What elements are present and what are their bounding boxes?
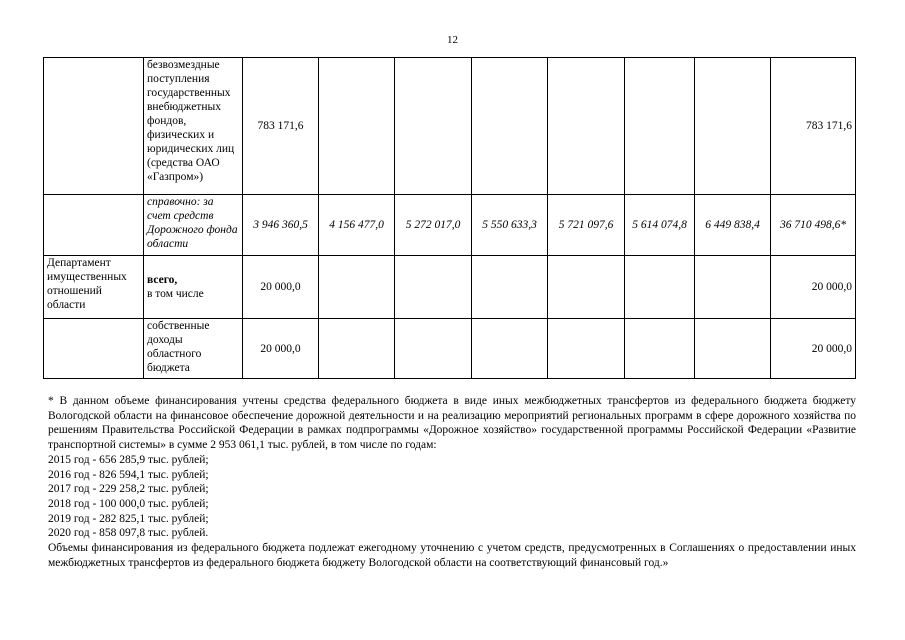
value-cell — [319, 58, 395, 195]
footnote-outro: Объемы финансирования из федерального бюджета подлежат ежегодному уточнению с учетом средств, предусмотренных в Соглашениях о предоставлении иных межбюджетных трансфертов из федерального бюджета бюджету Вологодской области на соответствующий финансовый год.» — [48, 542, 856, 569]
year-line: 2019 год - 282 825,1 тыс. рублей; — [48, 512, 209, 525]
value-cell: 4 156 477,0 — [319, 195, 395, 256]
total-cell: 20 000,0 — [771, 319, 856, 379]
year-line: 2016 год - 826 594,1 тыс. рублей; — [48, 468, 209, 481]
value-cell: 783 171,6 — [243, 58, 319, 195]
value-cell — [548, 256, 625, 319]
table-row — [44, 256, 856, 319]
table-row — [44, 58, 856, 195]
value-cell: 20 000,0 — [243, 256, 319, 319]
dept-cell: Департамент имущественных отношений области — [44, 256, 144, 319]
value-cell: 20 000,0 — [243, 319, 319, 379]
desc-cell: безвозмездные поступления государственных внебюджетных фондов, физических и юридических лиц (средства ОАО «Газпром») — [144, 58, 243, 195]
page-number: 12 — [447, 34, 458, 46]
value-cell: 5 721 097,6 — [548, 195, 625, 256]
dept-cell — [44, 195, 144, 256]
value-cell — [319, 319, 395, 379]
value-cell: 6 449 838,4 — [695, 195, 771, 256]
value-cell: 5 550 633,3 — [472, 195, 548, 256]
table-row — [44, 195, 856, 256]
value-cell — [695, 319, 771, 379]
value-cell — [695, 256, 771, 319]
value-cell — [625, 319, 695, 379]
value-cell — [319, 256, 395, 319]
value-cell — [395, 256, 472, 319]
value-cell — [625, 256, 695, 319]
year-line: 2020 год - 858 097,8 тыс. рублей. — [48, 527, 209, 540]
value-cell — [548, 319, 625, 379]
value-cell — [472, 319, 548, 379]
value-cell — [548, 58, 625, 195]
total-cell: 20 000,0 — [771, 256, 856, 319]
value-cell — [695, 58, 771, 195]
financing-table — [43, 57, 856, 379]
table-row — [44, 319, 856, 379]
dept-cell — [44, 58, 144, 195]
total-cell: 36 710 498,6* — [771, 195, 856, 256]
total-cell: 783 171,6 — [771, 58, 856, 195]
footnote — [48, 394, 856, 570]
value-cell: 3 946 360,5 — [243, 195, 319, 256]
year-line: 2017 год - 229 258,2 тыс. рублей; — [48, 483, 209, 496]
value-cell: 5 614 074,8 — [625, 195, 695, 256]
value-cell — [472, 256, 548, 319]
value-cell: 5 272 017,0 — [395, 195, 472, 256]
value-cell — [472, 58, 548, 195]
value-cell — [395, 58, 472, 195]
desc-cell — [144, 256, 243, 319]
dept-cell — [44, 319, 144, 379]
desc-cell: справочно: за счет средств Дорожного фонда области — [144, 195, 243, 256]
value-cell — [395, 319, 472, 379]
value-cell — [625, 58, 695, 195]
footnote-intro: * В данном объеме финансирования учтены средства федерального бюджета в виде иных межбюджетных трансфертов из федерального бюджета бюджету Вологодской области на финансовое обеспечение дорожной деятельности и на реализацию мероприятий региональных программ в сфере дорожного хозяйства по решениям Правительства Российской Федерации в рамках подпрограммы «Дорожное хозяйство» государственной программы Российской Федерации «Развитие транспортной системы» в сумме 2 953 061,1 тыс. рублей, в том числе по годам: — [48, 395, 856, 452]
year-line: 2015 год - 656 285,9 тыс. рублей; — [48, 453, 209, 466]
desc-cell: собственные доходы областного бюджета — [144, 319, 243, 379]
desc-bold-label: всего, — [147, 274, 178, 286]
desc-label: в том числе — [147, 288, 204, 300]
year-line: 2018 год - 100 000,0 тыс. рублей; — [48, 497, 209, 510]
